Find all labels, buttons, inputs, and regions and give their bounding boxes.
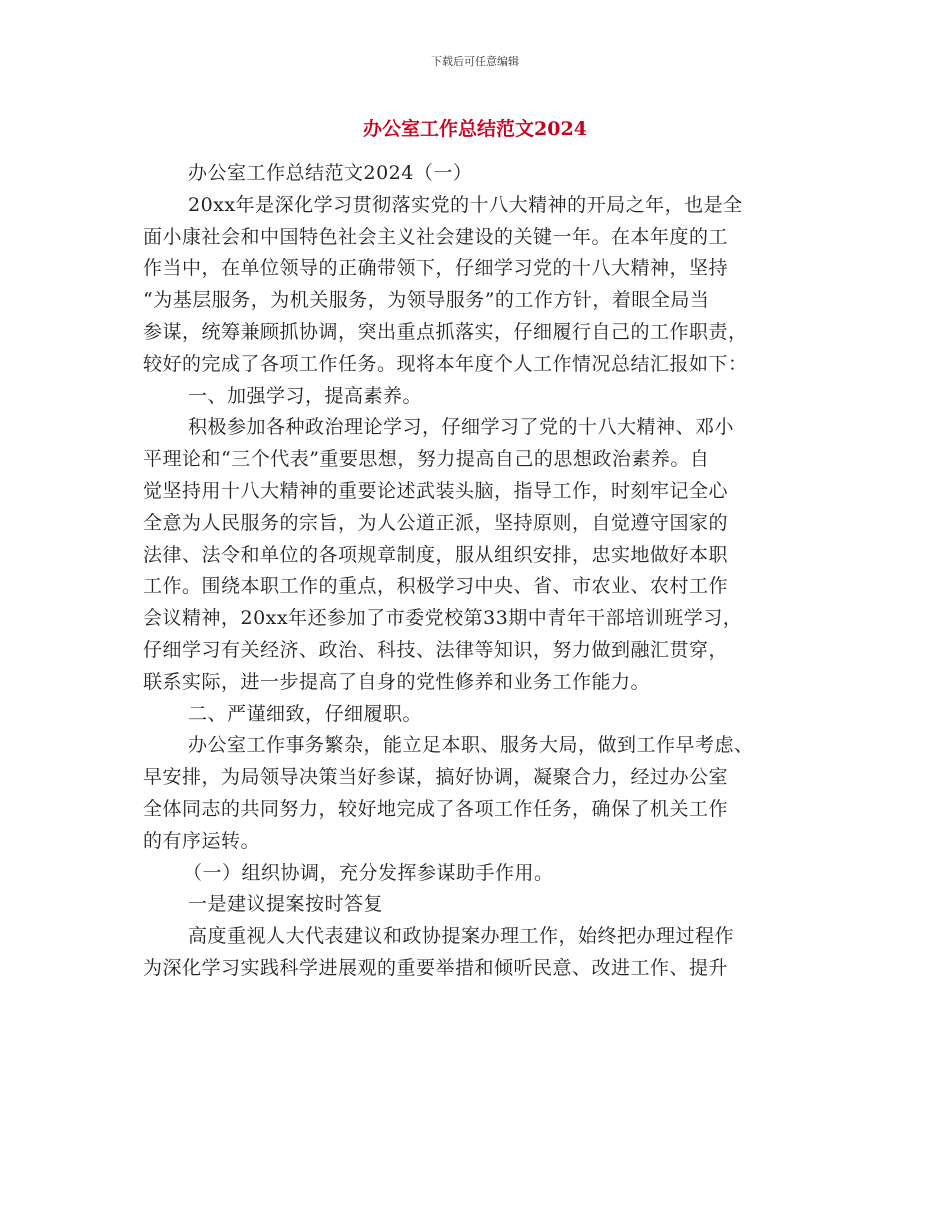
paragraph-line: 面小康社会和中国特色社会主义社会建设的关键一年。在本年度的工 [143,225,729,248]
paragraph-line: 20xx年是深化学习贯彻落实党的十八大精神的开局之年，也是全 [188,193,743,216]
paragraph-line: 较好的完成了各项工作任务。现将本年度个人工作情况总结汇报如下： [143,352,748,375]
paragraph-line: 联系实际，进一步提高了自身的党性修养和业务工作能力。 [143,670,651,693]
paragraph-line: 全意为人民服务的宗旨，为人公道正派，坚持原则，自觉遵守国家的 [143,511,729,534]
paragraph-line: 办公室工作总结范文2024（一） [188,162,473,184]
paragraph-line: 早安排，为局领导决策当好参谋，搞好协调，凝聚合力，经过办公室 [143,766,729,789]
paragraph-line: （一）组织协调，充分发挥参谋助手作用。 [183,861,554,884]
paragraph-line: 全体同志的共同努力，较好地完成了各项工作任务，确保了机关工作 [143,797,729,820]
paragraph-line: 二、严谨细致，仔细履职。 [188,702,423,725]
document-title: 办公室工作总结范文2024 [363,118,587,140]
paragraph-line: 一、加强学习，提高素养。 [188,384,423,407]
paragraph-line: 觉坚持用十八大精神的重要论述武装头脑，指导工作，时刻牢记全心 [143,479,729,502]
paragraph-line: 的有序运转。 [143,829,261,852]
paragraph-line: 平理论和“三个代表”重要思想，努力提高自己的思想政治素养。自 [143,448,710,471]
paragraph-line: 高度重视人大代表建议和政协提案办理工作，始终把办理过程作 [188,925,735,948]
paragraph-line: 法律、法令和单位的各项规章制度，服从组织安排，忠实地做好本职 [143,543,729,566]
paragraph-line: 工作。围绕本职工作的重点，积极学习中央、省、市农业、农村工作 [143,575,729,598]
document-body [143,158,823,985]
paragraph-line: 仔细学习有关经济、政治、科技、法律等知识，努力做到融汇贯穿， [143,638,729,661]
paragraph-line: 参谋，统筹兼顾抓协调，突出重点抓落实，仔细履行自己的工作职责， [143,320,748,343]
paragraph-line: 积极参加各种政治理论学习，仔细学习了党的十八大精神、邓小 [188,416,735,439]
paragraph-line: 为深化学习实践科学进展观的重要举措和倾听民意、改进工作、提升 [143,956,729,979]
header-note: 下载后可任意编辑 [431,55,519,68]
paragraph-line: 会议精神，20xx年还参加了市委党校第33期中青年干部培训班学习， [143,607,743,630]
paragraph-line: “为基层服务，为机关服务，为领导服务”的工作方针，着眼全局当 [143,289,710,312]
paragraph-line: 一是建议提案按时答复 [188,893,384,916]
paragraph-line: 作当中，在单位领导的正确带领下，仔细学习党的十八大精神，坚持 [143,257,729,280]
paragraph-line: 办公室工作事务繁杂，能立足本职、服务大局，做到工作早考虑、 [188,734,754,757]
